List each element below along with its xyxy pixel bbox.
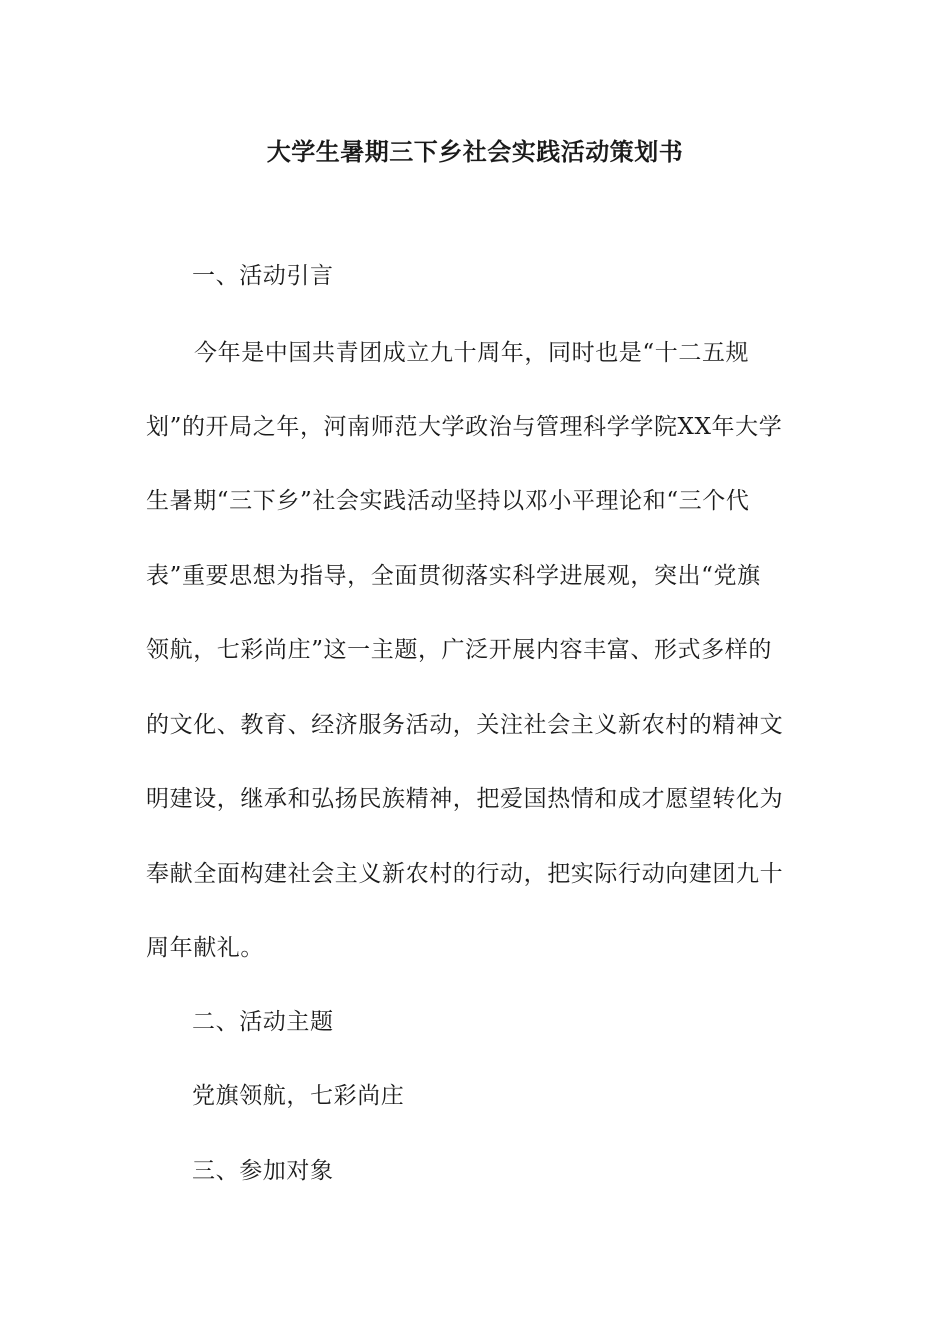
paragraph-line: 党旗领航，七彩尚庄 — [192, 1083, 405, 1109]
paragraph-line: 奉献全面构建社会主义新农村的行动，把实际行动向建团九十 — [146, 861, 784, 887]
section-heading: 二、活动主题 — [192, 1009, 334, 1035]
paragraph-line: 划”的开局之年，河南师范大学政治与管理科学学院XX年大学 — [146, 414, 783, 440]
document-title: 大学生暑期三下乡社会实践活动策划书 — [266, 137, 684, 166]
section-heading: 三、参加对象 — [192, 1158, 334, 1184]
paragraph-line: 生暑期“三下乡”社会实践活动坚持以邓小平理论和“三个代 — [146, 488, 750, 514]
paragraph-line: 表”重要思想为指导，全面贯彻落实科学进展观，突出“党旗 — [146, 563, 761, 589]
paragraph-line: 今年是中国共青团成立九十周年，同时也是“十二五规 — [194, 340, 750, 366]
paragraph-line: 明建设，继承和弘扬民族精神，把爱国热情和成才愿望转化为 — [146, 786, 784, 812]
section-heading: 一、活动引言 — [192, 263, 334, 289]
paragraph-line: 领航，七彩尚庄”这一主题，广泛开展内容丰富、形式多样的 — [146, 637, 772, 663]
paragraph-line: 的文化、教育、经济服务活动，关注社会主义新农村的精神文 — [146, 712, 784, 738]
paragraph-line: 周年献礼。 — [146, 935, 264, 961]
